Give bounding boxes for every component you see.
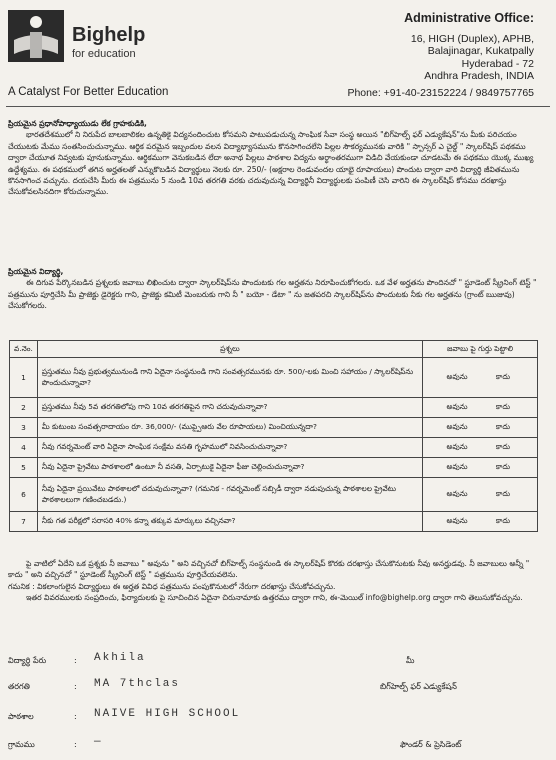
header-divider [6,106,550,107]
brand-subtitle: for education [72,48,136,60]
intro-paragraph: భారతదేశములో ని నిరుపేద బాలబాలికల ఉన్నతికై విద్యనందించుట కోసమని పాటుపడుచున్న సాంఘిక సేవా సంస్థ అయిన "బిగ్‌హెల్ప్ ఫర్ ఎడ్యుకేషన్"ను మీకు పరిచయం చేయుటకు మేము సంతసించుచున్నాము. ఆర్థిక పరమైన ఇబ్బందుల వలన విద్యాభ్యాసమును కొనసాగించలేని పిల్లల సౌకర్యమునకు వారికి " స్పాన్సర్ ఎ చైల్డ్ " స్కాలర్‌షిప్ పథకము ద్వారా చేయూత నివ్వటకు పూనుకున్నాము. ఆర్థికముగా వెనుకబడిన లేదా అనాథ పిల్లలు పాఠశాల విద్యను అర్థాంతరముగా విడిచి వేయకుండా చూడటమే ఈ పథకము యొక్క ముఖ్య ఉద్దేశ్యము. ఈ పథకములో తగిన అర్హతలతో ఎన్నుకొబడిన విద్యార్థులు నెలకు రూ. 250/- (అక్షరాల రెండువందల యాభై రూపాయలు) పొందుట ద్వారా వారి విద్యార్థి జీవితమును కొనసాగించ వచ్చును. దయచేసి మీరు ఈ పత్రమును 5 నుండి 10వ తరగతి వరకు చదువుచున్న విద్యార్థినీ విద్యార్థులకు పంపిణీ చెసి వారిని ఈ స్కాలర్‌షిప్ కోసము దరఖాస్తు చేసుకోవలసినదిగా కోరుచున్నాము. [8,130,534,197]
office-line: Balajinagar, Kukatpally [427,45,534,57]
row-number: 1 [10,358,38,398]
row-question: ప్రస్తుతము నీవు 5వ తరగతిలోపు గాని 10వ తరగతిపైన గాని చదువుచున్నావా? [37,398,422,418]
no-option[interactable]: కాదు [495,422,511,431]
no-option[interactable]: కాదు [495,489,511,498]
no-option[interactable]: కాదు [495,372,511,381]
logo [8,10,168,70]
no-option[interactable]: కాదు [495,462,511,471]
row-question: నీవు ఏదైనా ప్రయివేటు పాఠశాలలో చదువుచున్నావా? (గమనిక - గవర్నమెంట్ సబ్సిడీ ద్వారా నడుపుచున్న పాఠశాలల ప్రైవేటు పాఠశాలలుగా గణించబడదు.) [37,478,422,512]
office-line: Hyderabad - 72 [461,57,534,70]
row-number: 4 [10,438,38,458]
table-row [10,358,538,398]
row-question: నీవు ఏదైనా ప్రైవేటు పాఠశాలలో ఉంటూ నీ వసతి, ఏర్పాటుకై ఏదైనా ఫీజు చెల్లించుచున్నావా? [37,458,422,478]
footer-notes [8,558,546,604]
office-line: Andhra Pradesh, INDIA [424,70,534,82]
tagline: A Catalyst For Better Education [8,86,169,98]
signoff-org: బిగ్‌హెల్ప్ ఫర్ ఎడ్యుకేషన్ [380,682,457,691]
footer-note-contact: ఇతర వివరములకు సంప్రదించు, ఫిర్యాదులకు పై సూచించిన ఏదైనా చిరునామాకు ఉత్తరము ద్వారా గాని, ఈ-మెయిల్ info@bighelp.org ద్వారా గాని తెలుసుకోవచ్చును. [26,593,523,603]
row-question: ప్రస్తుతము నీవు ప్రభుత్వమునుండి గాని ఏదైనా సంస్థనుండి గాని సంవత్సరమునకు రూ. 500/-లకు మించి సహాయం / స్కాలర్‌షిప్‌ను పొందుచున్నావా? [37,358,422,398]
row-question: నీవు గవర్నమెంట్ వారి ఏదైనా సాంఘిక సంక్షేమ వసతి గృహములో నివసించుచున్నావా? [37,438,422,458]
field-label: విద్యార్థి పేరు [8,656,47,665]
row-answer-options[interactable] [423,438,538,458]
letter-body-1 [8,118,546,198]
footer-note-disabled: గమనిక : వికలాంగులైన విద్యార్థులు ఈ అర్హత వివిధ పత్రమును పంపుకొనుటలో నేరుగా దరఖాస్తు చేసుకోవచ్చును. [8,581,336,591]
office-line: 16, HIGH (Duplex), APHB, [410,32,534,45]
field-colon: : [74,682,77,691]
yes-option[interactable]: అవును [446,489,468,498]
footer-note-eligibility: పై వాటిలో ఏదేని ఒక ప్రశ్నకు నీ జవాబు " అవును " అని వచ్చినచో బిగ్‌హెల్ప్ సంస్థనుండి ఈ స్కాలర్‌షిప్ కొరకు దరఖాస్తు చేసుకొనుటకు నీవు అనర్హుడవు. నీ జవాబులు అన్నీ " కాదు " అని వచ్చినచో " స్టూడెంట్ స్క్రీనింగ్ టెస్ట్ " పత్రమును పూర్తిచేయవలెను. [8,559,530,580]
no-option[interactable]: కాదు [495,402,511,411]
office-phone: Phone: +91-40-23152224 / 9849757765 [347,86,534,99]
table-row [10,398,538,418]
row-answer-options[interactable] [423,458,538,478]
row-answer-options[interactable] [423,418,538,438]
table-row [10,418,538,438]
row-question: మీ కుటుంబ సంవత్సరాదాయం రూ. 36,000/- (ముప్పైఆరు వేల రూపాయలు) మించియున్నదా? [37,418,422,438]
office-address [347,12,534,99]
col-header-question: ప్రశ్నలు [37,341,422,358]
brand-name: Bighelp [72,24,146,46]
field-school[interactable] [8,708,338,730]
row-answer-options[interactable] [423,398,538,418]
field-colon: : [74,656,77,665]
field-value[interactable]: — [94,736,103,748]
bighelp-logo-icon [8,10,64,62]
table-row [10,458,538,478]
field-label: పాఠశాల [8,712,34,721]
row-number: 6 [10,478,38,512]
yes-option[interactable]: అవును [446,442,468,451]
row-question: నీకు గత పరీక్షలో సరాసరి 40% కన్నా తక్కువ మార్కులు వచ్చినవా? [37,512,422,532]
student-paragraph: ఈ దిగువ పేర్కొనబడిన ప్రశ్నలకు జవాబు లిఖించుట ద్వారా స్కాలర్‌షిప్‌ను పొందుటకు గల అర్హతను నిరూపించుకోగలరు. ఒక వేళ అర్హతను పొందినచో " స్టూడెంట్ స్క్రీనింగ్ టెస్ట్ " పత్రమును పూర్తిచేసి మీ ప్రాజెక్టు డైరెక్టరు గాని, ప్రాజెక్టు కమిటీ మెంబరుకు గాని నీ " బయో - డేటా " ను జతపరచి స్కాలర్‌షిప్‌ను పొందుటకు నీకు గల అర్హతను (గ్రాంట్ ఋజువు) చేసుకోగలరు. [8,278,537,311]
office-title: Administrative Office: [404,11,534,25]
field-value[interactable]: Akhila [94,652,146,664]
col-header-answer: జవాబు పై గుర్తు పెట్టాలి [423,341,538,358]
yes-option[interactable]: అవును [446,372,468,381]
table-row [10,438,538,458]
row-number: 7 [10,512,38,532]
field-value[interactable]: NAIVE HIGH SCHOOL [94,708,241,720]
yes-option[interactable]: అవును [446,422,468,431]
row-number: 5 [10,458,38,478]
no-option[interactable]: కాదు [495,442,511,451]
field-class[interactable] [8,678,338,700]
col-header-number: వ.నెం. [10,341,38,358]
yes-option[interactable]: అవును [446,516,468,525]
salutation-headmaster: ప్రియమైన ప్రధానోపాధ్యాయుడు లేక గ్రాహకుడికి, [8,119,147,128]
no-option[interactable]: కాదు [495,516,511,525]
row-answer-options[interactable] [423,512,538,532]
table-row [10,478,538,512]
yes-option[interactable]: అవును [446,462,468,471]
row-answer-options[interactable] [423,358,538,398]
yes-option[interactable]: అవును [446,402,468,411]
signoff-yours: మీ [406,656,415,665]
row-answer-options[interactable] [423,478,538,512]
signoff-title: ఫౌండర్ & ప్రెసిడెంట్ [400,740,462,749]
salutation-student: ప్రియమైన విద్యార్థి, [8,267,64,276]
field-village[interactable] [8,736,338,758]
field-student-name[interactable] [8,652,338,674]
row-number: 3 [10,418,38,438]
letter-body-2 [8,266,546,312]
eligibility-table [9,340,538,532]
field-colon: : [74,740,77,749]
field-colon: : [74,712,77,721]
table-header-row [10,341,538,358]
field-label: గ్రామము [8,740,35,749]
table-row [10,512,538,532]
field-label: తరగతి [8,682,30,691]
row-number: 2 [10,398,38,418]
field-value[interactable]: MA 7thclas [94,678,181,690]
